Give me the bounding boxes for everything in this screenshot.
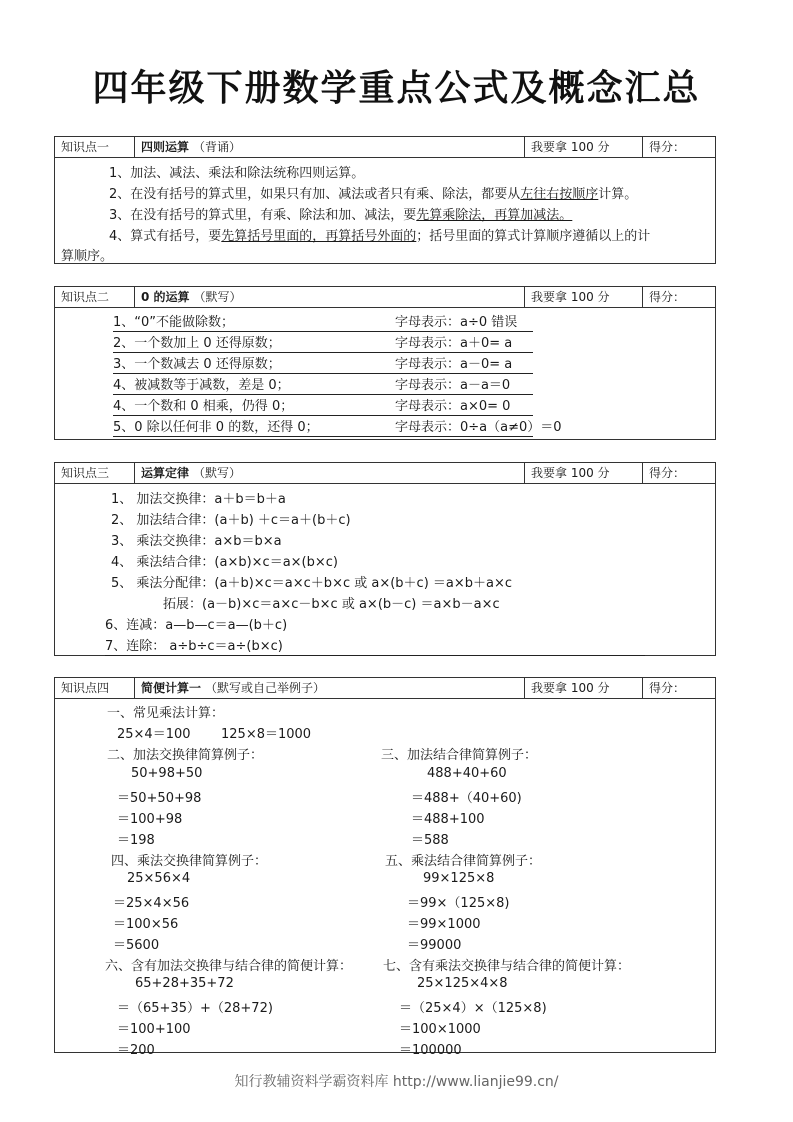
target-score-label: 我要拿 100 分	[525, 137, 643, 157]
section-header	[55, 137, 715, 158]
section-header	[55, 463, 715, 484]
zero-rule: 5、0 除以任何非 0 的数，还得 0； 字母表示：0÷a（a≠0）＝0	[113, 416, 533, 437]
section-title: 运算定律 （默写）	[135, 463, 525, 483]
rule-line: 1、加法、减法、乘法和除法统称四则运算。	[109, 166, 365, 181]
example-line: 25×4＝100	[117, 727, 191, 742]
page-title: 四年级下册数学重点公式及概念汇总	[92, 68, 701, 109]
example-line: ＝99000	[407, 938, 462, 953]
example-heading: 六、含有加法交换律与结合律的简便计算：	[105, 959, 353, 974]
section-title: 简便计算一 （默写或自己举例子）	[135, 678, 525, 698]
score-field: 得分：	[649, 140, 686, 154]
law-line: 3、 乘法交换律：a×b＝b×a	[111, 534, 282, 549]
example-line: ＝25×4×56	[113, 896, 190, 911]
example-line: 25×56×4	[127, 871, 191, 886]
law-line: 拓展：(a－b)×c＝a×c－b×c 或 a×(b－c) ＝a×b－a×c	[163, 597, 500, 612]
example-line: ＝（65+35）+（28+72)	[117, 1001, 273, 1016]
rule-line: 算顺序。	[61, 249, 114, 264]
example-line: ＝100×56	[113, 917, 179, 932]
example-line: 25×125×4×8	[417, 976, 508, 991]
example-line: ＝50+50+98	[117, 791, 202, 806]
law-line: 6、连减：a—b—c＝a—(b＋c)	[105, 618, 288, 633]
score-field: 得分：	[649, 290, 686, 304]
section-number: 知识点四	[55, 678, 135, 698]
zero-rule: 1、“0”不能做除数； 字母表示：a÷0 错误	[113, 311, 533, 332]
score-field: 得分：	[649, 466, 686, 480]
law-line: 2、 加法结合律：(a＋b) ＋c＝a＋(b＋c)	[111, 513, 351, 528]
score-field: 得分：	[649, 681, 686, 695]
section-number: 知识点一	[55, 137, 135, 157]
example-line: ＝5600	[113, 938, 160, 953]
example-line: ＝100+98	[117, 812, 183, 827]
section-four-operations	[54, 136, 716, 264]
section-zero-operations	[54, 286, 716, 440]
example-heading: 三、加法结合律简算例子：	[381, 748, 538, 763]
example-line: ＝198	[117, 833, 155, 848]
law-line: 4、 乘法结合律：(a×b)×c＝a×(b×c)	[111, 555, 338, 570]
section-simple-calculation	[54, 677, 716, 1058]
example-line: ＝100+100	[117, 1022, 191, 1037]
example-heading: 二、加法交换律简算例子：	[107, 748, 264, 763]
example-line: ＝99×（125×8)	[407, 896, 510, 911]
example-heading: 七、含有乘法交换律与结合律的简便计算：	[383, 959, 631, 974]
example-line: ＝488+（40+60)	[411, 791, 522, 806]
rule-line: 2、在没有括号的算式里，如果只有加、减法或者只有乘、除法，都要从左往右按顺序计算。	[109, 187, 638, 202]
target-score-label: 我要拿 100 分	[525, 678, 643, 698]
target-score-label: 我要拿 100 分	[525, 463, 643, 483]
example-line: 488+40+60	[427, 766, 507, 781]
rule-line: 4、算式有括号，要先算括号里面的，再算括号外面的；括号里面的算式计算顺序遵循以上的计	[109, 229, 651, 244]
example-line: ＝（25×4）×（125×8)	[399, 1001, 547, 1016]
example-heading: 一、常见乘法计算：	[107, 706, 225, 721]
footer-watermark: 知行教辅资料学霸资料库 http://www.lianjie99.cn/	[234, 1074, 559, 1090]
example-heading: 五、乘法结合律简算例子：	[385, 854, 542, 869]
zero-rule: 2、一个数加上 0 还得原数； 字母表示：a＋0= a	[113, 332, 533, 353]
example-line: 125×8＝1000	[221, 727, 312, 742]
example-line: 99×125×8	[423, 871, 495, 886]
example-line: ＝200	[117, 1043, 155, 1058]
section-title: 0 的运算 （默写）	[135, 287, 525, 307]
law-line: 5、 乘法分配律：(a＋b)×c＝a×c＋b×c 或 a×(b＋c) ＝a×b＋a×c	[111, 576, 513, 591]
law-line: 7、连除： a÷b÷c＝a÷(b×c)	[105, 635, 645, 656]
zero-rule: 4、一个数和 0 相乘，仍得 0； 字母表示：a×0= 0	[113, 395, 533, 416]
example-line: ＝488+100	[411, 812, 485, 827]
zero-rule: 3、一个数减去 0 还得原数； 字母表示：a－0= a	[113, 353, 533, 374]
section-title: 四则运算 （背诵）	[135, 137, 525, 157]
section-number: 知识点二	[55, 287, 135, 307]
example-line: ＝100000	[399, 1043, 462, 1058]
example-line: 65+28+35+72	[135, 976, 234, 991]
example-line: ＝588	[411, 833, 449, 848]
law-line: 1、 加法交换律：a＋b＝b＋a	[111, 492, 286, 507]
example-line: 50+98+50	[131, 766, 203, 781]
example-line: ＝99×1000	[407, 917, 481, 932]
rule-line: 3、在没有括号的算式里，有乘、除法和加、减法，要先算乘除法，再算加减法。	[109, 208, 573, 223]
section-operation-laws	[54, 462, 716, 656]
example-line: ＝100×1000	[399, 1022, 481, 1037]
example-heading: 四、乘法交换律简算例子：	[111, 854, 268, 869]
target-score-label: 我要拿 100 分	[525, 287, 643, 307]
section-number: 知识点三	[55, 463, 135, 483]
section-header	[55, 678, 715, 699]
section-header	[55, 287, 715, 308]
zero-rule: 4、被减数等于减数，差是 0； 字母表示：a－a＝0	[113, 374, 533, 395]
